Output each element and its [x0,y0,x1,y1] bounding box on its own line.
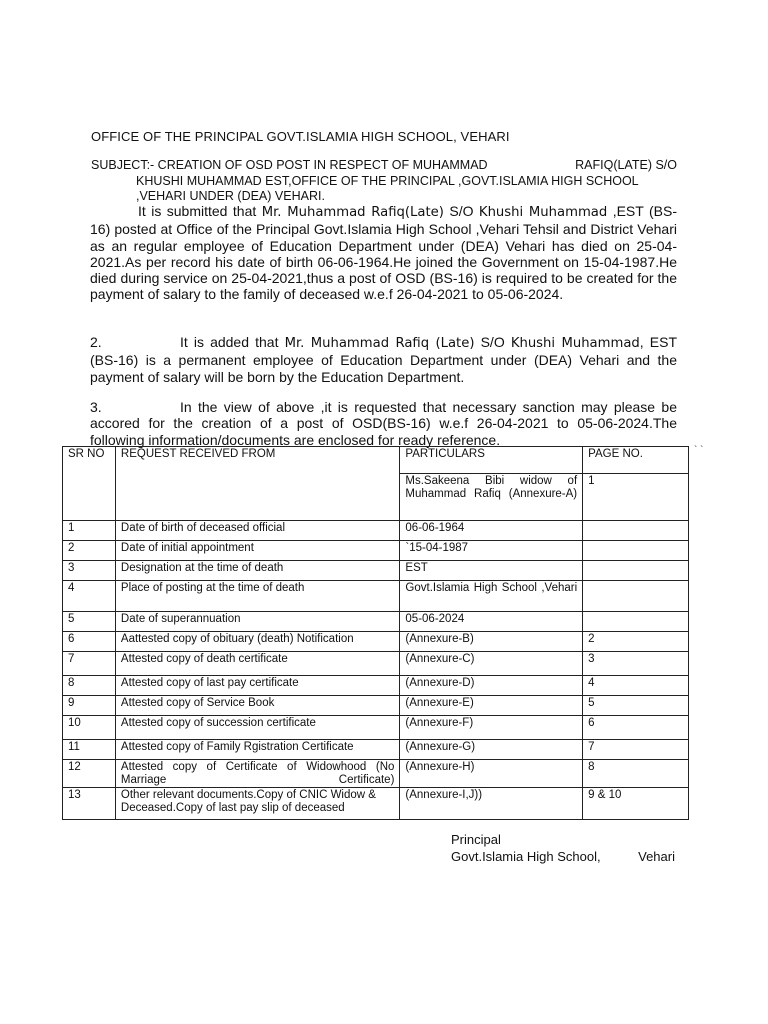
cell-page: 4 [583,676,689,696]
cell-page: 8 [583,760,689,788]
father-name: Khushi Muhammad [478,205,608,220]
first-page: 1 [583,474,689,521]
table-row [63,716,689,740]
table-row [63,788,689,820]
cell-particulars: (Annexure-E) [400,696,583,716]
deceased-name: Mr. Muhammad Rafiq(Late) [261,205,444,220]
cell-page [583,561,689,581]
cell-sr: 1 [63,521,116,541]
cell-request: Attested copy of Service Book [115,696,399,716]
subject-line-1a: SUBJECT:- CREATION OF OSD POST IN RESPECT OF MUHAMMAD [91,158,488,172]
cell-page [583,612,689,632]
cell-sr: 3 [63,561,116,581]
signature-city: Vehari [638,849,675,864]
cell-page: 6 [583,716,689,740]
cell-request: Designation at the time of death [115,561,399,581]
cell-sr: 13 [63,788,116,820]
cell-particulars: `15-04-1987 [400,541,583,561]
documents-table [62,446,689,820]
header-page: PAGE NO. [583,447,689,474]
cell-page [583,521,689,541]
cell-particulars: 06-06-1964 [400,521,583,541]
cell-request: Date of birth of deceased official [115,521,399,541]
paragraph-3: 3. In the view of above ,it is requested that necessary sanction may please be accored for the creation of a post of OSD(BS-16) w.e.f 26-04-2021 to 05-06-2024.The following information/documents are enclosed for ready reference. [90,399,677,448]
cell-page [583,581,689,612]
cell-sr: 5 [63,612,116,632]
table-row [63,652,689,676]
table-row [63,612,689,632]
office-heading: OFFICE OF THE PRINCIPAL GOVT.ISLAMIA HIGH SCHOOL, VEHARI [91,129,510,144]
cell-particulars: (Annexure-G) [400,740,583,760]
cell-request: Other relevant documents.Copy of CNIC Widow & Deceased.Copy of last pay slip of deceased [115,788,399,820]
cell-request: Attested copy of Certificate of Widowhood (No Marriage Certificate) [115,760,399,788]
cell-particulars: (Annexure-D) [400,676,583,696]
cell-particulars: (Annexure-I,J)) [400,788,583,820]
table-row [63,760,689,788]
cell-sr: 7 [63,652,116,676]
table-header-row [63,447,689,474]
cell-particulars: 05-06-2024 [400,612,583,632]
cell-request: Attested copy of last pay certificate [115,676,399,696]
cell-request: Date of initial appointment [115,541,399,561]
cell-sr: 6 [63,632,116,652]
cell-page: 3 [583,652,689,676]
cell-page: 2 [583,632,689,652]
cell-sr: 12 [63,760,116,788]
cell-request: Attested copy of succession certificate [115,716,399,740]
subject-block [91,158,677,205]
table-row [63,676,689,696]
subject-line-3: ,VEHARI UNDER (DEA) VEHARI. [136,189,325,203]
cell-particulars: Govt.Islamia High School ,Vehari [400,581,583,612]
subject-line-1b: RAFIQ(LATE) S/O [575,158,677,172]
cell-particulars: (Annexure-C) [400,652,583,676]
cell-particulars: (Annexure-F) [400,716,583,740]
table-row [63,581,689,612]
header-particulars: PARTICULARS [400,447,583,474]
header-request: REQUEST RECEIVED FROM [115,447,399,521]
cell-request: Attested copy of death certificate [115,652,399,676]
cell-request: Date of superannuation [115,612,399,632]
table-row [63,541,689,561]
cell-page: 7 [583,740,689,760]
cell-page [583,541,689,561]
first-particulars: Ms.Sakeena Bibi widow of Muhammad Rafiq (Annexure-A) [400,474,583,521]
signature-block [451,831,675,865]
cell-sr: 4 [63,581,116,612]
table-row [63,632,689,652]
cell-particulars: EST [400,561,583,581]
signature-title: Principal [451,832,501,847]
paragraph-1: It is submitted that Mr. Muhammad Rafiq(Late) S/O Khushi Muhammad ,EST (BS-16) posted at Office of the Principal Govt.Islamia High School ,Vehari Tehsil and District Vehari as an regular employee of Education Department under (DEA) Vehari has died on 25-04-2021.As per record his date of birth 06-06-1964.He joined the Government on 15-04-1987.He died during service on 25-04-2021,thus a post of OSD (BS-16) is required to be created for the payment of salary to the family of deceased w.e.f 26-04-2021 to 05-06-2024. [90,203,677,303]
margin-marks: ` ` [694,445,704,456]
cell-sr: 10 [63,716,116,740]
header-sr: SR NO [63,447,116,521]
cell-sr: 2 [63,541,116,561]
signature-school: Govt.Islamia High School, [451,849,601,864]
paragraph-2: 2. It is added that Mr. Muhammad Rafiq (Late) S/O Khushi Muhammad, EST (BS-16) is a permanent employee of Education Department under (DEA) Vehari and the payment of salary will be born by the Education Department. [90,334,678,385]
table-row [63,521,689,541]
cell-sr: 9 [63,696,116,716]
cell-page: 5 [583,696,689,716]
table-row [63,561,689,581]
cell-particulars: (Annexure-B) [400,632,583,652]
table-row [63,740,689,760]
table-row [63,696,689,716]
subject-line-2: KHUSHI MUHAMMAD EST,OFFICE OF THE PRINCIPAL ,GOVT.ISLAMIA HIGH SCHOOL [136,173,639,188]
cell-particulars: (Annexure-H) [400,760,583,788]
cell-request: Aattested copy of obituary (death) Notification [115,632,399,652]
cell-request: Place of posting at the time of death [115,581,399,612]
cell-request: Attested copy of Family Rgistration Certificate [115,740,399,760]
cell-sr: 11 [63,740,116,760]
cell-page: 9 & 10 [583,788,689,820]
cell-sr: 8 [63,676,116,696]
